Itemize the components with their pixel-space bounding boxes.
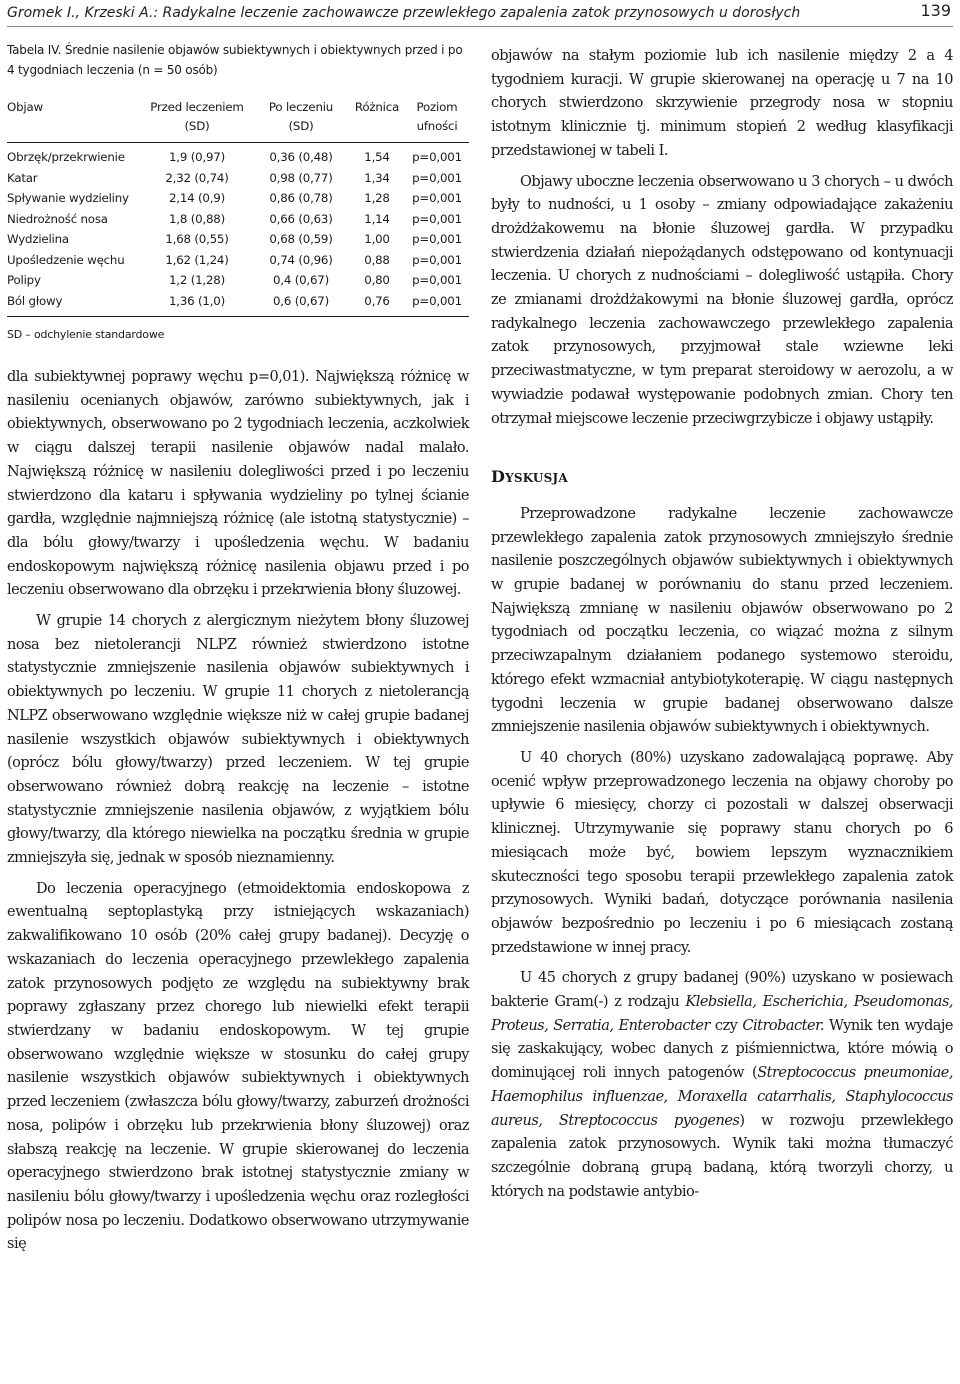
table-row: Upośledzenie węchu 1,62 (1,24) 0,74 (0,96) 0,88 p=0,001 xyxy=(7,252,462,267)
table-rule-bottom xyxy=(7,316,469,317)
table-row: Niedrożność nosa 1,8 (0,88) 0,66 (0,63) 1,14 p=0,001 xyxy=(7,211,462,226)
paragraph: W grupie 14 chorych z alergicznym nieżytem błony śluzowej nosa bez nietolerancji NLPZ również stwierdzono istotne statystycznie zmniejszenie nasilenia objawów subiektywnych i obiektywnych po leczeniu. W grupie 11 chorych z nietolerancją NLPZ obserwowano względnie większe niż w całej grupie badanej nasilenie wszystkich objawów subiektywnych i obiektywnych (oprócz bólu głowy/twarzy) przed leczeniem. W tej grupie obserwowano również dobrą reakcję na leczenie – istotne statystycznie zmniejszenie nasilenia objawów, z wyjątkiem bólu głowy/twarzy, dla którego niewielka na początku średnia w grupie zmniejszyła się, jednak w sposób nieznamienny. xyxy=(7,613,469,867)
running-title: Gromek I., Krzeski A.: Radykalne leczenie zachowawcze przewlekłego zapalenia zatok przynosowych u dorosłych xyxy=(7,5,801,21)
right-text-column xyxy=(491,45,953,1204)
table-row: Obrzęk/przekrwienie 1,9 (0,97) 0,36 (0,48) 1,54 p=0,001 xyxy=(7,150,462,164)
table-row: Wydzielina 1,68 (0,55) 0,68 (0,59) 1,00 p=0,001 xyxy=(7,232,462,246)
table-row: Katar 2,32 (0,74) 0,98 (0,77) 1,34 p=0,001 xyxy=(7,170,462,185)
table-row: Ból głowy 1,36 (1,0) 0,6 (0,67) 0,76 p=0,001 xyxy=(7,293,462,308)
table-row: Spływanie wydzieliny 2,14 (0,9) 0,86 (0,78) 1,28 p=0,001 xyxy=(7,191,462,205)
left-text-column xyxy=(7,366,469,1257)
column-header-difference: Różnica xyxy=(354,100,400,114)
page-number: 139 xyxy=(920,1,951,20)
column-header-objaw: Objaw xyxy=(7,100,43,114)
column-header-after: Po leczeniu (SD) xyxy=(268,100,334,133)
paragraph: Przeprowadzone radykalne leczenie zachowawcze przewlekłego zapalenia zatok przynosowych zmniejszyło średnie nasilenie poszczególnych objawów subiektywnych i obiektywnych w grupie badanej w porównaniu do stanu przed leczeniem. Największą zmnianę w nasileniu objawów obserwowano po 2 tygodniach od początku leczenia, co wiązać można z silnym przeciwzapalnym działaniem podanego systemowo steroidu, którego efekt wzmacniał antybiotykoterapię. W ciągu następnych tygodni leczenia w grupie badanej obserwowano dalsze zmniejszenie nasilenia objawów subiektywnych i obiektywnych. xyxy=(491,505,953,736)
section-heading-dyskusja: DYSKUSJA xyxy=(491,467,568,487)
paragraph: U 40 chorych (80%) uzyskano zadowalającą poprawę. Aby ocenić wpływ przeprowadzonego leczenia na objawy choroby po upływie 6 miesięcy, chorzy ci pozostali w dalszej obserwacji klinicznej. Utrzymywanie się poprawy stanu chorych po 6 miesiącach może być, bowiem lepszym wyznacznikiem skuteczności tego sposobu terapii przewlekłego zapalenia zatok przynosowych. Wyniki badań, dotyczące porównania nasilenia objawów bezpośrednio po leczeniu i po 6 miesiącach zostaną przedstawione w innej pracy. xyxy=(491,749,953,956)
column-header-before: Przed leczeniem (SD) xyxy=(150,100,244,133)
paragraph: dla subiektywnej poprawy węchu p=0,01). Największą różnicę w nasileniu ocenianych objawów, zarówno subiektywnych, jak i obiektywnych, obserwowano po 2 tygodniach leczenia, aczkolwiek w ciągu dalszej terapii nasilenie objawów nadal malało. Największą różnicę w nasileniu dolegliwości przed i po leczeniu stwierdzono dla kataru i spływania wydzieliny po tylnej ścianie gardła, względnie najmniejszą różnicę (ale istotną statystycznie) – dla bólu głowy/twarzy i upośledzenia węchu. W badaniu endoskopowym największą różnicę nasilenia objawu przed i po leczeniu obserwowano dla obrzęku i przekrwienia błony śluzowej. xyxy=(7,369,469,599)
paragraph: Do leczenia operacyjnego (etmoidektomia endoskopowa z ewentualną septoplastyką przy istniejących wskazaniach) zakwalifikowano 10 osób (20% całej grupy badanej). Decyzję o wskazaniach do leczenia operacyjnego przewlekłego zapalenia zatok przynosowych podjęto ze względu na subiektywny brak poprawy zgłaszany przez chorego lub niewielki efekt terapii stwierdzany w badaniu endoskopowym. W tej grupie obserwowano względnie większe w stosunku do całej grupy nasilenie wszystkich objawów subiektywnych i obiektywnych przed leczeniem (zwłaszcza bólu głowy/twarzy, zaburzeń drożności nosa, polipów i obrzęku lub przekrwienia błony śluzowej) oraz słabszą reakcję na leczenie. W grupie skierowanej do leczenia operacyjnego stwierdzono brak istotnej statystycznie zmiany w nasileniu bólu głowy/twarzy i upośledzenia węchu oraz rozległości polipów nosa po leczeniu. Dodatkowo obserwowano utrzymywanie się xyxy=(7,880,469,1253)
running-header xyxy=(7,0,953,27)
paragraph: objawów na stałym poziomie lub ich nasilenie między 2 a 4 tygodniem kuracji. W grupie skierowanej na operację u 7 na 10 chorych stwierdzono skrzywienie przegrody nosa w stopniu istotnym klinicznie tj. minimum stopień 2 według klasyfikacji przedstawionej w tabeli I. xyxy=(491,48,953,159)
table-row: Polipy 1,2 (1,28) 0,4 (0,67) 0,80 p=0,001 xyxy=(7,273,462,287)
paragraph: Objawy uboczne leczenia obserwowano u 3 chorych – u dwóch były to nudności, u 1 osoby – zmiany odpowiadające zakażeniu drożdżakowemu na błonie śluzowej gardła. W przypadku stwierdzenia działań niepożądanych odstępowano od kontynuacji leczenia. U chorych z nudnościami – dolegliwość ustąpiła. Chory ze zmianami drożdżakowymi na błonie śluzowej gardła, oprócz radykalnego leczenia zachowawczego przewlekłego zapalenia zatok przynosowych, przyjmował stale wziewne leki przeciwastmatyczne, w tym preparat steroidowy w aerozolu, a w wywiadzie podawał występowanie podobnych zmian. Chory ten otrzymał miejscowe leczenie przeciwgrzybicze i objawy ustąpiły. xyxy=(491,173,953,427)
column-header-confidence: Poziom ufności xyxy=(416,100,458,133)
paragraph: U 45 chorych z grupy badanej (90%) uzyskano w posiewach bakterie Gram(-) z rodzaju Klebsiella, Escherichia, Pseudomonas, Proteus, Serratia, Enterobacter czy Citrobacter. Wynik ten wydaje się zaskakujący, wobec danych z piśmiennictwa, które mówią o dominującej roli innych patogenów (Streptococcus pneumoniae, Haemophilus influenzae, Moraxella catarrhalis, Staphylococcus aureus, Streptococcus pyogenes) w rozwoju przewlekłego zapalenia zatok przynosowych. Wynik taki można tłumaczyć szczególnie dobraną grupą badaną, którą tworzyli chorzy, u których na podstawie antybio- xyxy=(491,970,954,1200)
table-footnote: SD – odchylenie standardowe xyxy=(7,328,165,341)
table-caption: Tabela IV. Średnie nasilenie objawów subiektywnych i obiektywnych przed i po 4 tygodniach leczenia (n = 50 osób) xyxy=(7,43,463,77)
table-rule-top xyxy=(7,142,469,143)
